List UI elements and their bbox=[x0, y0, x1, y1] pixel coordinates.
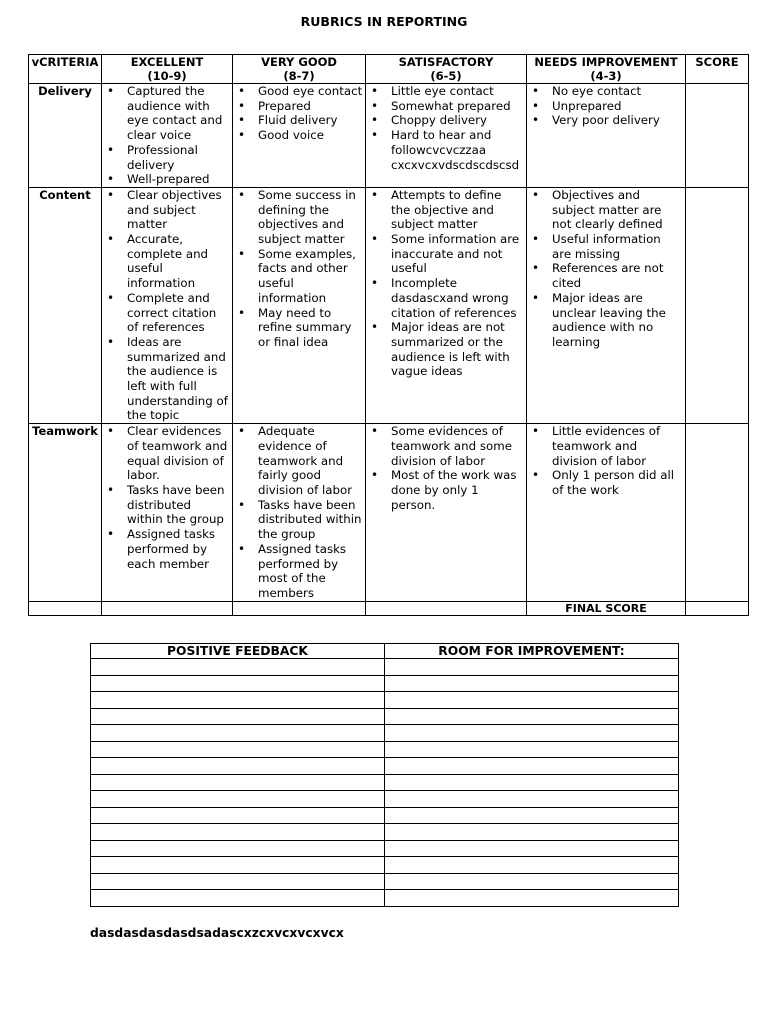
bullet-item: • Most of the work was done by only 1 person. bbox=[368, 468, 524, 512]
positive-feedback-cell[interactable] bbox=[91, 890, 385, 907]
needs-improvement-cell bbox=[527, 424, 686, 601]
bullet-item: • Complete and correct citation of references bbox=[104, 291, 230, 335]
needs-improvement-cell bbox=[527, 187, 686, 423]
bullet-item: • Some information are inaccurate and not useful bbox=[368, 232, 524, 276]
excellent-cell bbox=[102, 187, 233, 423]
bullet-list bbox=[529, 188, 683, 350]
header-satisfactory: SATISFACTORY (6-5) bbox=[366, 55, 527, 84]
document-title: RUBRICS IN REPORTING bbox=[300, 14, 468, 29]
final-score-row bbox=[29, 601, 749, 615]
rubric-header-row bbox=[29, 55, 749, 84]
bullet-item: • Ideas are summarized and the audience is left with full understanding of the topic bbox=[104, 335, 230, 423]
room-for-improvement-cell[interactable] bbox=[385, 675, 679, 692]
positive-feedback-cell[interactable] bbox=[91, 692, 385, 709]
bullet-item: • Tasks have been distributed within the group bbox=[235, 498, 363, 542]
very-good-cell bbox=[233, 424, 366, 601]
bullet-item: • Very poor delivery bbox=[529, 113, 683, 128]
positive-feedback-cell[interactable] bbox=[91, 824, 385, 841]
bullet-item: • Objectives and subject matter are not clearly defined bbox=[529, 188, 683, 232]
final-cell-empty bbox=[29, 601, 102, 615]
needs-improvement-cell bbox=[527, 84, 686, 188]
bullet-item: • Adequate evidence of teamwork and fairly good division of labor bbox=[235, 424, 363, 498]
bullet-item: • Little eye contact bbox=[368, 84, 524, 99]
feedback-row bbox=[91, 857, 679, 874]
room-for-improvement-cell[interactable] bbox=[385, 774, 679, 791]
positive-feedback-cell[interactable] bbox=[91, 873, 385, 890]
feedback-row bbox=[91, 840, 679, 857]
bullet-list bbox=[368, 188, 524, 379]
header-excellent: EXCELLENT (10-9) bbox=[102, 55, 233, 84]
room-for-improvement-cell[interactable] bbox=[385, 708, 679, 725]
positive-feedback-cell[interactable] bbox=[91, 659, 385, 676]
bullet-item: • No eye contact bbox=[529, 84, 683, 99]
positive-feedback-cell[interactable] bbox=[91, 675, 385, 692]
room-for-improvement-cell[interactable] bbox=[385, 741, 679, 758]
feedback-row bbox=[91, 890, 679, 907]
feedback-row bbox=[91, 873, 679, 890]
room-for-improvement-header: ROOM FOR IMPROVEMENT: bbox=[385, 644, 679, 659]
feedback-row bbox=[91, 692, 679, 709]
bullet-list bbox=[104, 188, 230, 423]
bullet-item: • Fluid delivery bbox=[235, 113, 363, 128]
room-for-improvement-cell[interactable] bbox=[385, 725, 679, 742]
positive-feedback-cell[interactable] bbox=[91, 807, 385, 824]
bullet-item: • Somewhat prepared bbox=[368, 99, 524, 114]
rubric-row-teamwork bbox=[29, 424, 749, 601]
bullet-item: • Clear evidences of teamwork and equal division of labor. bbox=[104, 424, 230, 483]
bullet-item: • References are not cited bbox=[529, 261, 683, 290]
positive-feedback-cell[interactable] bbox=[91, 708, 385, 725]
positive-feedback-cell[interactable] bbox=[91, 725, 385, 742]
bullet-item: • Some success in defining the objectives and subject matter bbox=[235, 188, 363, 247]
final-cell-empty bbox=[102, 601, 233, 615]
bullet-item: • Little evidences of teamwork and division of labor bbox=[529, 424, 683, 468]
bullet-item: • Assigned tasks performed by most of the members bbox=[235, 542, 363, 601]
bullet-list bbox=[104, 84, 230, 187]
excellent-cell bbox=[102, 84, 233, 188]
bullet-item: • Clear objectives and subject matter bbox=[104, 188, 230, 232]
bullet-list bbox=[235, 424, 363, 600]
rubric-row-content bbox=[29, 187, 749, 423]
header-criteria: vCRITERIA bbox=[29, 55, 102, 84]
room-for-improvement-cell[interactable] bbox=[385, 857, 679, 874]
very-good-cell bbox=[233, 84, 366, 188]
room-for-improvement-cell[interactable] bbox=[385, 890, 679, 907]
bullet-list bbox=[368, 424, 524, 512]
final-cell-empty bbox=[233, 601, 366, 615]
bullet-item: • Professional delivery bbox=[104, 143, 230, 172]
score-cell[interactable] bbox=[686, 84, 749, 188]
bullet-item: • Major ideas are not summarized or the audience is left with vague ideas bbox=[368, 320, 524, 379]
score-cell[interactable] bbox=[686, 424, 749, 601]
bullet-item: • Choppy delivery bbox=[368, 113, 524, 128]
bullet-item: • Captured the audience with eye contact and clear voice bbox=[104, 84, 230, 143]
feedback-row bbox=[91, 758, 679, 775]
room-for-improvement-cell[interactable] bbox=[385, 824, 679, 841]
footer-text: dasdasdasdasdsadascxzcxvcxvcxvcx bbox=[90, 926, 344, 940]
bullet-item: • Some examples, facts and other useful information bbox=[235, 247, 363, 306]
bullet-item: • Attempts to define the objective and subject matter bbox=[368, 188, 524, 232]
bullet-item: • Unprepared bbox=[529, 99, 683, 114]
bullet-list bbox=[235, 84, 363, 143]
positive-feedback-cell[interactable] bbox=[91, 857, 385, 874]
feedback-row bbox=[91, 675, 679, 692]
room-for-improvement-cell[interactable] bbox=[385, 791, 679, 808]
final-score-cell[interactable] bbox=[686, 601, 749, 615]
positive-feedback-cell[interactable] bbox=[91, 774, 385, 791]
very-good-cell bbox=[233, 187, 366, 423]
positive-feedback-cell[interactable] bbox=[91, 840, 385, 857]
bullet-item: • Only 1 person did all of the work bbox=[529, 468, 683, 497]
criteria-label: Delivery bbox=[29, 84, 102, 188]
positive-feedback-cell[interactable] bbox=[91, 791, 385, 808]
bullet-item: • Well-prepared bbox=[104, 172, 230, 187]
feedback-row bbox=[91, 774, 679, 791]
criteria-label: Content bbox=[29, 187, 102, 423]
feedback-row bbox=[91, 708, 679, 725]
satisfactory-cell bbox=[366, 424, 527, 601]
bullet-item: • Accurate, complete and useful information bbox=[104, 232, 230, 291]
bullet-list bbox=[235, 188, 363, 350]
room-for-improvement-cell[interactable] bbox=[385, 873, 679, 890]
feedback-row bbox=[91, 824, 679, 841]
excellent-cell bbox=[102, 424, 233, 601]
feedback-row bbox=[91, 807, 679, 824]
room-for-improvement-cell[interactable] bbox=[385, 758, 679, 775]
bullet-item: • Useful information are missing bbox=[529, 232, 683, 261]
bullet-item: • Major ideas are unclear leaving the audience with no learning bbox=[529, 291, 683, 350]
rubric-row-delivery bbox=[29, 84, 749, 188]
final-cell-empty bbox=[366, 601, 527, 615]
room-for-improvement-cell[interactable] bbox=[385, 840, 679, 857]
bullet-item: • Assigned tasks performed by each member bbox=[104, 527, 230, 571]
positive-feedback-cell[interactable] bbox=[91, 741, 385, 758]
header-needs-improvement: NEEDS IMPROVEMENT (4-3) bbox=[527, 55, 686, 84]
bullet-list bbox=[104, 424, 230, 571]
bullet-item: • Tasks have been distributed within the group bbox=[104, 483, 230, 527]
room-for-improvement-cell[interactable] bbox=[385, 692, 679, 709]
room-for-improvement-cell[interactable] bbox=[385, 807, 679, 824]
score-cell[interactable] bbox=[686, 187, 749, 423]
bullet-item: • Prepared bbox=[235, 99, 363, 114]
feedback-row bbox=[91, 741, 679, 758]
final-score-label: FINAL SCORE bbox=[527, 601, 686, 615]
feedback-row bbox=[91, 725, 679, 742]
rubric-table bbox=[28, 54, 749, 616]
bullet-item: • May need to refine summary or final idea bbox=[235, 306, 363, 350]
bullet-item: • Incomplete dasdascxand wrong citation of references bbox=[368, 276, 524, 320]
satisfactory-cell bbox=[366, 84, 527, 188]
feedback-row bbox=[91, 791, 679, 808]
header-score: SCORE bbox=[686, 55, 749, 84]
bullet-list bbox=[368, 84, 524, 172]
bullet-list bbox=[529, 424, 683, 498]
criteria-label: Teamwork bbox=[29, 424, 102, 601]
satisfactory-cell bbox=[366, 187, 527, 423]
positive-feedback-header: POSITIVE FEEDBACK bbox=[91, 644, 385, 659]
bullet-item: • Good eye contact bbox=[235, 84, 363, 99]
header-very-good: VERY GOOD (8-7) bbox=[233, 55, 366, 84]
positive-feedback-cell[interactable] bbox=[91, 758, 385, 775]
bullet-list bbox=[529, 84, 683, 128]
feedback-header-row bbox=[91, 644, 679, 659]
bullet-item: • Hard to hear and followcvcvczzaa cxcxvcxvdscdscdscsd bbox=[368, 128, 524, 172]
bullet-item: • Some evidences of teamwork and some division of labor bbox=[368, 424, 524, 468]
room-for-improvement-cell[interactable] bbox=[385, 659, 679, 676]
feedback-row bbox=[91, 659, 679, 676]
bullet-item: • Good voice bbox=[235, 128, 363, 143]
feedback-table bbox=[90, 643, 679, 907]
